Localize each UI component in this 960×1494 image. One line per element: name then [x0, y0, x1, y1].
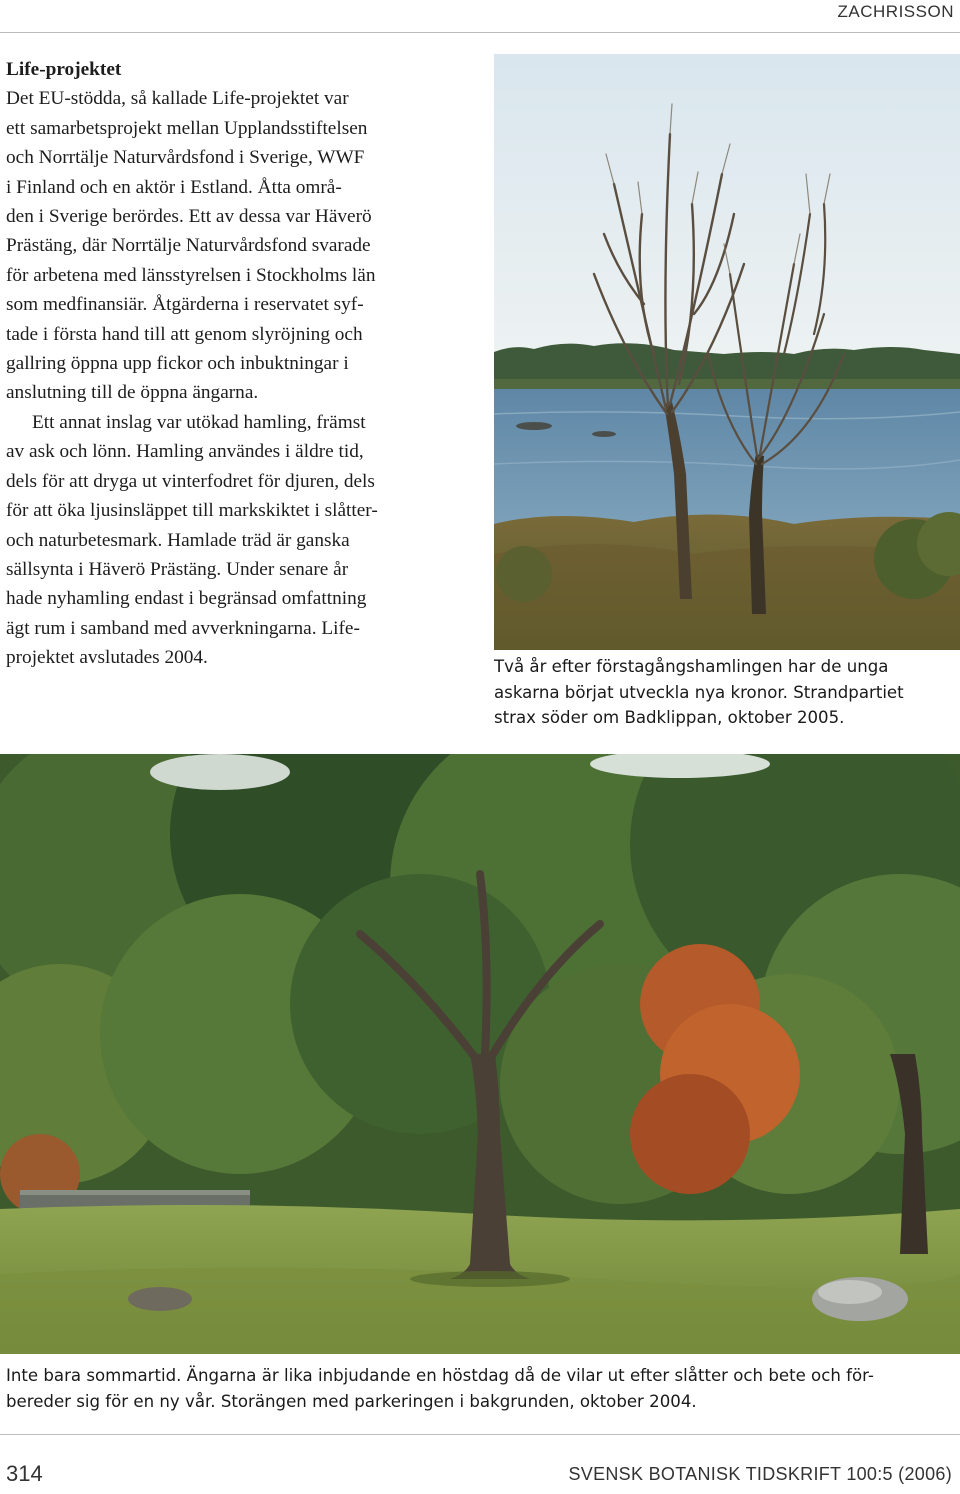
text-line: ett samarbetsprojekt mellan Upplandsstiftelsen — [6, 117, 368, 139]
text-line: i Finland och en aktör i Estland. Åtta områ- — [6, 176, 342, 198]
text-line: tade i första hand till att genom slyröjning och — [6, 323, 363, 345]
caption-line: askarna börjat utveckla nya kronor. Strandpartiet — [494, 682, 904, 702]
text-line: Prästäng, där Norrtälje Naturvårdsfond svarade — [6, 235, 371, 257]
text-line: ägt rum i samband med avverkningarna. Life- — [6, 617, 360, 639]
header-divider — [0, 32, 960, 33]
paragraph-2 — [6, 408, 468, 673]
paragraph-1 — [6, 84, 468, 407]
text-line: som medfinansiär. Åtgärderna i reservatet syf- — [6, 294, 364, 316]
text-line: av ask och lönn. Hamling användes i äldre tid, — [6, 441, 364, 463]
text-line: hade nyhamling endast i begränsad omfattning — [6, 588, 367, 610]
photo-pollarded-ash-lakeshore — [494, 54, 960, 650]
text-line: för arbetena med länsstyrelsen i Stockholms län — [6, 264, 376, 286]
photo-autumn-meadow-oaks — [0, 754, 960, 1354]
journal-footer: SVENSK BOTANISK TIDSKRIFT 100:5 (2006) — [568, 1464, 952, 1484]
footer-divider — [0, 1434, 960, 1435]
caption-line: bereder sig för en ny vår. Storängen med parkeringen i bakgrunden, oktober 2004. — [6, 1391, 697, 1411]
text-line: dels för att dryga ut vinterfodret för djuren, dels — [6, 470, 375, 492]
page-number: 314 — [6, 1461, 43, 1486]
figure-1-caption — [494, 654, 960, 731]
text-line: den i Sverige berördes. Ett av dessa var Häverö — [6, 206, 372, 228]
text-line: och naturbetesmark. Hamlade träd är ganska — [6, 529, 350, 551]
figure-2-caption — [6, 1363, 956, 1414]
text-line: projektet avslutades 2004. — [6, 647, 208, 669]
text-line: för att öka ljusinsläppet till markskiktet i slåtter- — [6, 500, 378, 522]
text-line: gallring öppna upp fickor och inbuktningar i — [6, 353, 349, 375]
text-line: Det EU-stödda, så kallade Life-projektet var — [6, 88, 349, 110]
caption-line: Två år efter förstagångshamlingen har de unga — [494, 657, 889, 676]
section-heading: Life-projektet — [6, 59, 122, 80]
text-line: anslutning till de öppna ängarna. — [6, 382, 259, 404]
caption-line: Inte bara sommartid. Ängarna är lika inbjudande en höstdag då de vilar ut efter slåtter och bete och för- — [6, 1366, 874, 1385]
article-text-column — [6, 55, 468, 673]
text-line: Ett annat inslag var utökad hamling, främst — [32, 411, 366, 433]
running-header-author: ZACHRISSON — [837, 2, 954, 21]
text-line: sällsynta i Häverö Prästäng. Under senare år — [6, 558, 349, 580]
text-line: och Norrtälje Naturvårdsfond i Sverige, WWF — [6, 147, 365, 169]
caption-line: strax söder om Badklippan, oktober 2005. — [494, 708, 845, 727]
